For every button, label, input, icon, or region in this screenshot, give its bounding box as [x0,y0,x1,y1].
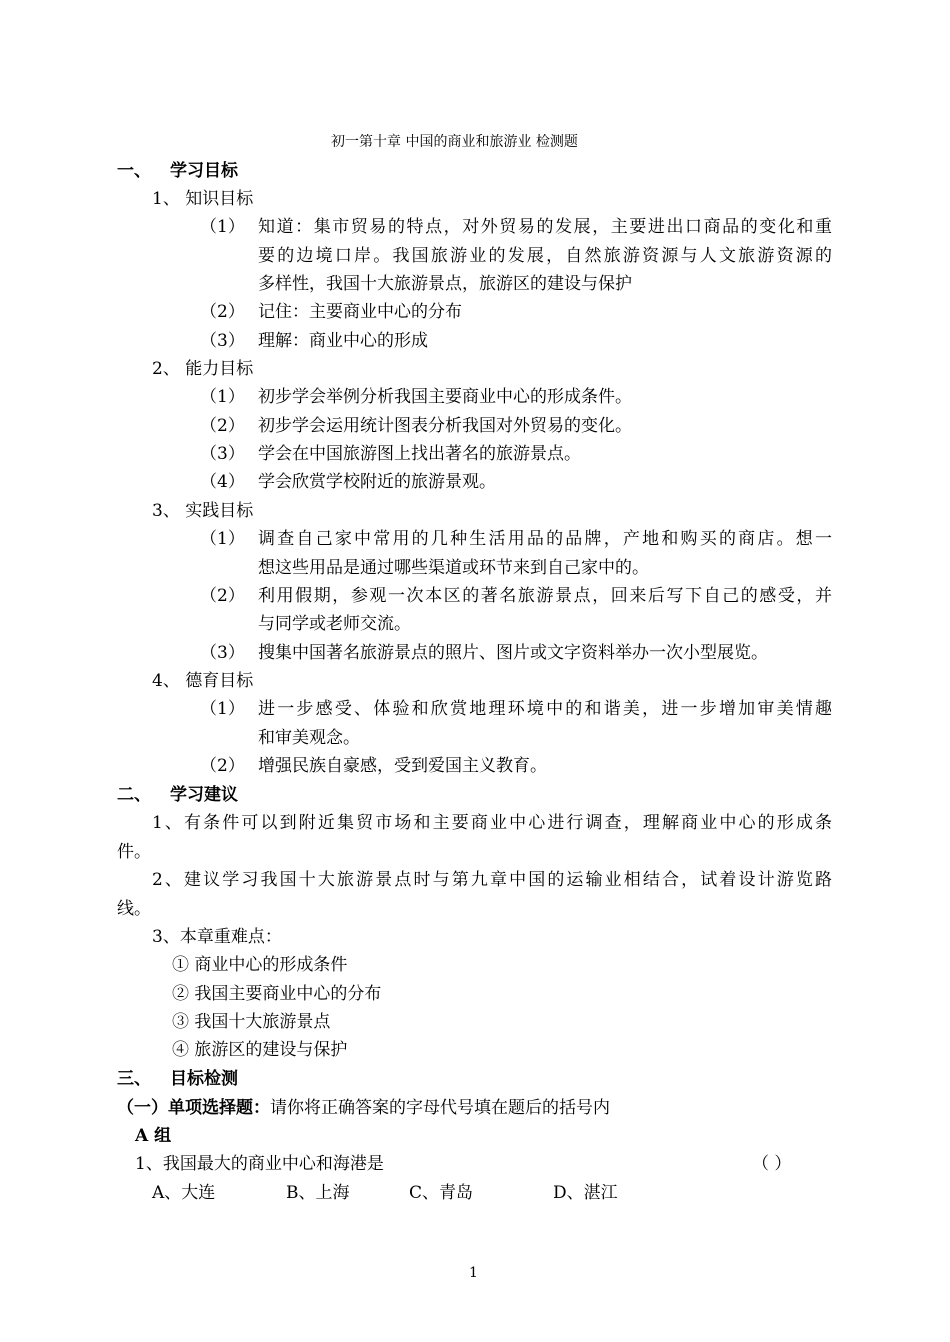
goal3-item2-line1: 利用假期，参观一次本区的著名旅游景点，回来后写下自己的感受，并 [258,586,832,606]
goal2-label: 2、 能力目标 [152,359,254,379]
goal2-item4: 学会欣赏学校附近的旅游景观。 [258,472,496,492]
key-point-2: ② 我国主要商业中心的分布 [172,984,382,1004]
goal3-label: 3、 实践目标 [152,501,254,521]
key-point-1: ① 商业中心的形成条件 [172,955,348,975]
goal3-item1-line2: 想这些用品是通过哪些渠道或环节来到自己家中的。 [258,558,649,578]
goal1-item1-line3: 多样性，我国十大旅游景点，旅游区的建设与保护 [258,274,632,294]
key-point-3: ③ 我国十大旅游景点 [172,1012,331,1032]
goal3-item1-line1: 调查自己家中常用的几种生活用品的品牌，产地和购买的商店。想一 [258,529,832,549]
group-label: A 组 [135,1126,172,1146]
key-point-4: ④ 旅游区的建设与保护 [172,1040,348,1060]
goal4-item2-number: （2） [200,756,245,776]
suggestion3: 3、本章重难点： [152,927,282,947]
goal1-item3: 理解：商业中心的形成 [258,331,428,351]
section2-heading: 学习建议 [170,785,238,805]
question-1: 1、我国最大的商业中心和海港是 [135,1154,384,1174]
goal3-item3-number: （3） [200,643,245,663]
goal3-item3: 搜集中国著名旅游景点的照片、图片或文字资料举办一次小型展览。 [258,643,768,663]
option-b: B、上海 [286,1183,350,1203]
section2-number: 二、 [117,785,151,805]
goal2-item2: 初步学会运用统计图表分析我国对外贸易的变化。 [258,416,632,436]
suggestion1-line1: 1、有条件可以到附近集贸市场和主要商业中心进行调查，理解商业中心的形成条 [152,813,832,833]
goal4-label: 4、 德育目标 [152,671,254,691]
suggestion2-line2: 线。 [117,899,151,919]
option-c: C、青岛 [409,1183,474,1203]
goal2-item2-number: （2） [200,416,245,436]
suggestion1-line2: 件。 [117,842,151,862]
goal3-item2-number: （2） [200,586,245,606]
question-type-instruction: 请你将正确答案的字母代号填在题后的括号内 [270,1098,610,1118]
goal4-item1-line1: 进一步感受、体验和欣赏地理环境中的和谐美，进一步增加审美情趣 [258,699,832,719]
goal2-item1-number: （1） [200,387,245,407]
answer-blank: （ ） [752,1154,792,1174]
section3-heading: 目标检测 [170,1069,238,1089]
goal2-item4-number: （4） [200,472,245,492]
question-type-heading: （一）单项选择题： [117,1098,270,1118]
goal4-item2: 增强民族自豪感，受到爱国主义教育。 [258,756,547,776]
goal4-item1-number: （1） [200,699,245,719]
goal3-item2-line2: 与同学或老师交流。 [258,614,411,634]
goal1-item1-number: （1） [200,217,245,237]
goal1-label: 1、 知识目标 [152,189,254,209]
suggestion2-line1: 2、建议学习我国十大旅游景点时与第九章中国的运输业相结合，试着设计游览路 [152,870,832,890]
goal1-item2: 记住：主要商业中心的分布 [258,302,462,322]
goal2-item3: 学会在中国旅游图上找出著名的旅游景点。 [258,444,581,464]
page-number: 1 [469,1265,478,1281]
section1-number: 一、 [117,161,151,181]
section1-heading: 学习目标 [170,161,238,181]
section3-number: 三、 [117,1069,151,1089]
goal1-item1-line2: 要的边境口岸。我国旅游业的发展，自然旅游资源与人文旅游资源的 [258,246,832,266]
goal2-item3-number: （3） [200,444,245,464]
goal3-item1-number: （1） [200,529,245,549]
goal1-item1-line1: 知道：集市贸易的特点，对外贸易的发展，主要进出口商品的变化和重 [258,217,832,237]
option-d: D、湛江 [553,1183,618,1203]
goal4-item1-line2: 和审美观念。 [258,728,360,748]
goal1-item2-number: （2） [200,302,245,322]
goal1-item3-number: （3） [200,331,245,351]
question-type-line [117,1097,610,1119]
document-title: 初一第十章 中国的商业和旅游业 检测题 [331,134,578,150]
goal2-item1: 初步学会举例分析我国主要商业中心的形成条件。 [258,387,632,407]
option-a: A、大连 [152,1183,216,1203]
